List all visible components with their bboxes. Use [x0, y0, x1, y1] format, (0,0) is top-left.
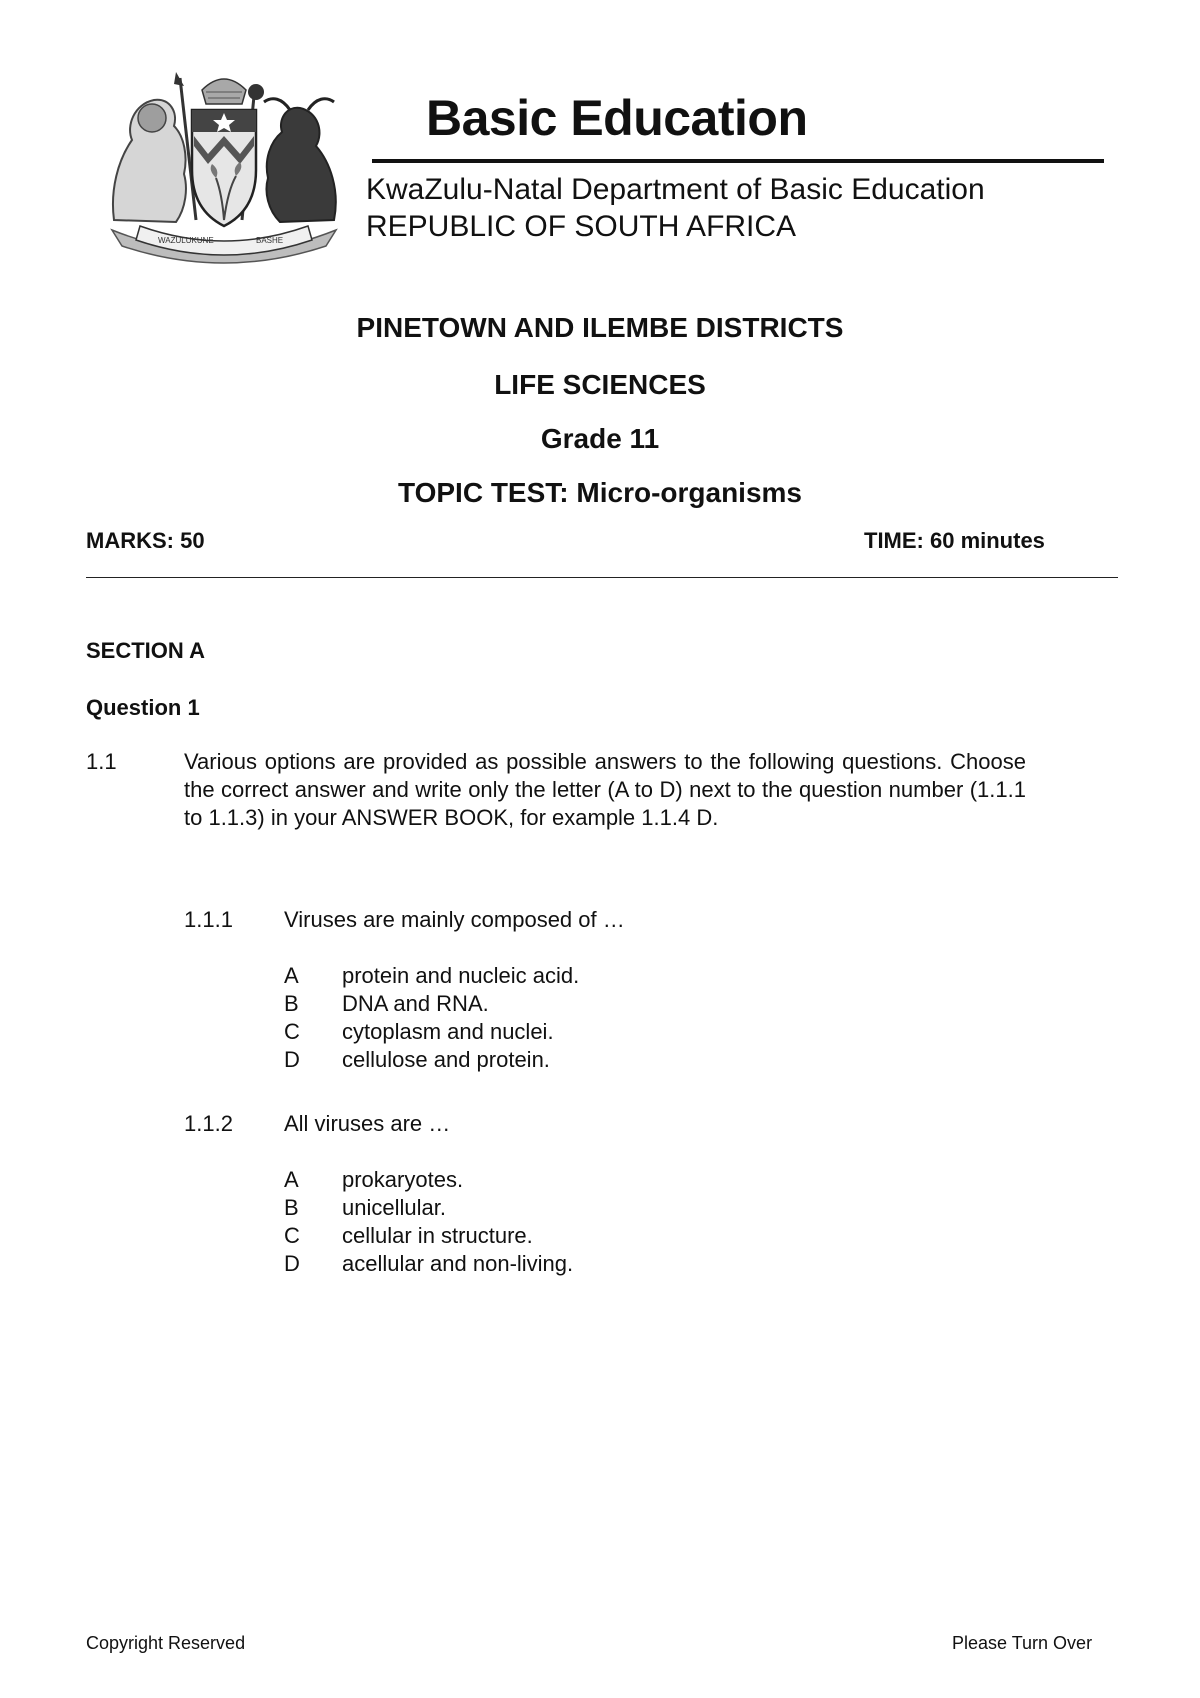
option-letter: A	[284, 963, 299, 988]
subject-heading: LIFE SCIENCES	[494, 369, 706, 400]
option-text: protein and nucleic acid.	[342, 963, 580, 988]
option-letter: C	[284, 1019, 300, 1044]
option-text: acellular and non-living.	[342, 1251, 574, 1276]
option-letter: D	[284, 1047, 300, 1072]
item-stem: Viruses are mainly composed of …	[284, 907, 625, 932]
country-name: REPUBLIC OF SOUTH AFRICA	[366, 210, 797, 243]
header-divider	[86, 577, 1118, 578]
option-letter: B	[284, 991, 299, 1016]
department-name: KwaZulu-Natal Department of Basic Education	[366, 173, 985, 206]
option-letter: A	[284, 1167, 299, 1192]
item-stem: All viruses are …	[284, 1111, 451, 1136]
time-label: TIME: 60 minutes	[864, 528, 1045, 553]
footer-copyright: Copyright Reserved	[86, 1633, 246, 1653]
option-letter: C	[284, 1223, 300, 1248]
option-letter: B	[284, 1195, 299, 1220]
svg-text:BASHE: BASHE	[256, 236, 284, 245]
option-text: prokaryotes.	[342, 1167, 464, 1192]
brand-divider	[372, 159, 1104, 163]
option-text: cytoplasm and nuclei.	[342, 1019, 554, 1044]
option-letter: D	[284, 1251, 300, 1276]
question-title: Question 1	[86, 695, 200, 720]
districts-heading: PINETOWN AND ILEMBE DISTRICTS	[356, 312, 844, 343]
item-number: 1.1.2	[184, 1111, 233, 1136]
topic-test-heading: TOPIC TEST: Micro-organisms	[398, 477, 802, 508]
option-text: DNA and RNA.	[342, 991, 489, 1016]
question-instruction: Various options are provided as possible answers to the following questions. Choose the correct answer and write only the letter (A to D) next to the question number (1.1.1 to 1.1.3) in your ANSWER BOOK, for example 1.1.4 D.	[184, 749, 1026, 830]
item-number: 1.1.1	[184, 907, 233, 932]
marks-label: MARKS: 50	[86, 528, 205, 553]
brand-title: Basic Education	[426, 90, 808, 146]
section-title: SECTION A	[86, 638, 205, 663]
grade-heading: Grade 11	[540, 423, 660, 454]
option-text: unicellular.	[342, 1195, 446, 1220]
svg-text:WAZULUKUNE: WAZULUKUNE	[158, 236, 214, 245]
question-number: 1.1	[86, 749, 117, 774]
option-text: cellulose and protein.	[342, 1047, 550, 1072]
coat-of-arms-icon	[104, 70, 344, 270]
footer-turn-over: Please Turn Over	[952, 1633, 1093, 1653]
option-text: cellular in structure.	[342, 1223, 533, 1248]
